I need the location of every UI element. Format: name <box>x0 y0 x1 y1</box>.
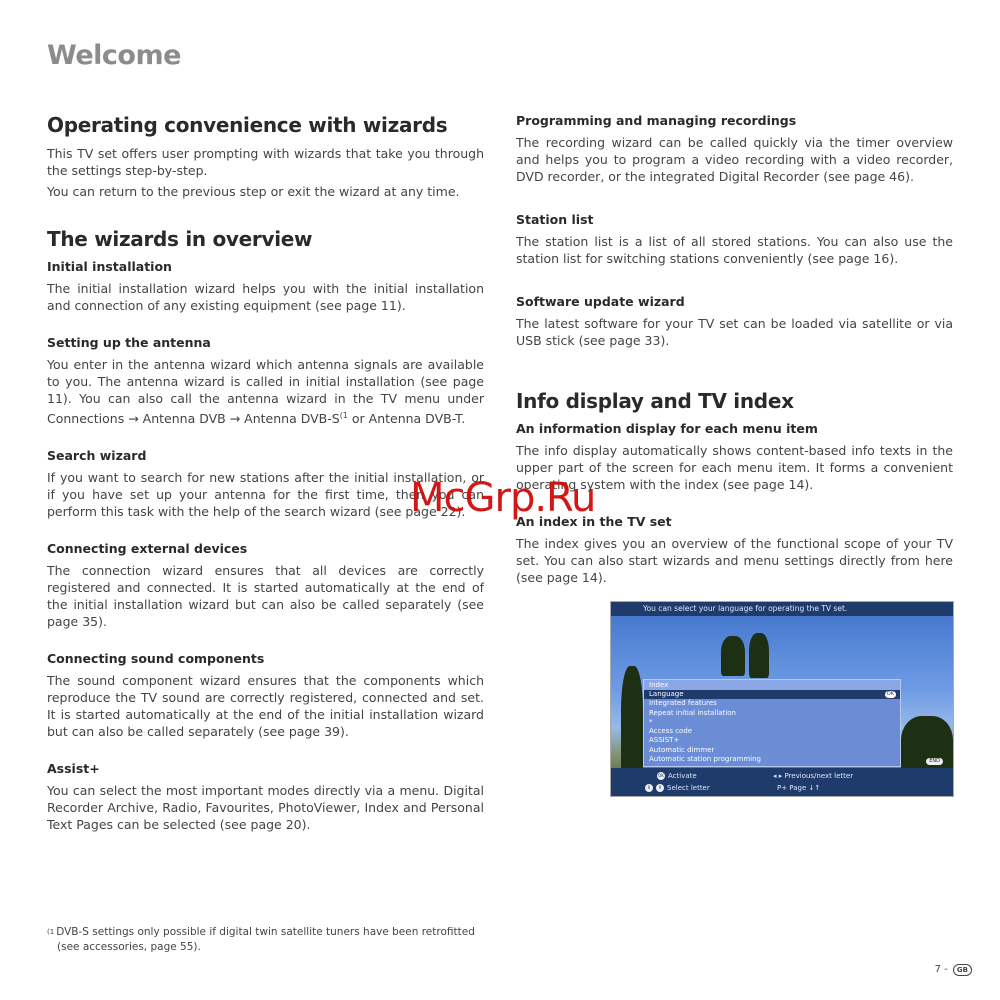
recordings-section <box>516 113 953 185</box>
prev-next-hint: ◂ ▸ Previous/next letter <box>773 772 854 780</box>
recordings-title: Programming and managing recordings <box>516 113 797 128</box>
assist-section <box>47 761 484 833</box>
software-update-title: Software update wizard <box>516 294 685 309</box>
station-list-text: The station list is a list of all stored stations. You can also use the station list for switching stations conveniently (see page 16). <box>516 234 953 266</box>
footnote-ref: (1 <box>339 411 348 420</box>
page-hint: P+ Page ↓↑ <box>777 784 821 792</box>
tv-menu-item[interactable]: ASSIST+ <box>649 736 680 745</box>
end-key-icon: END <box>926 758 943 765</box>
initial-installation-title: Initial installation <box>47 259 172 274</box>
digit-key-icon: 0 <box>645 784 653 792</box>
tv-menu-item[interactable]: Access code <box>649 727 693 736</box>
page-title: Welcome <box>47 40 181 71</box>
tv-menu-item-language[interactable] <box>644 690 900 699</box>
footnote-line-1: DVB-S settings only possible if digital twin satellite tuners have been retrofitted <box>56 926 475 938</box>
software-update-text: The latest software for your TV set can be loaded via satellite or via USB stick (see page 33). <box>516 316 953 348</box>
tv-info-bar: You can select your language for operating the TV set. <box>611 602 953 616</box>
tree-illustration <box>901 716 953 776</box>
station-list-title: Station list <box>516 212 594 227</box>
sound-text: The sound component wizard ensures that the components which reproduce the TV sound are correctly registered, connected and set. It is started automatically at the end of the initial installation wizard but can also be called separately (see page 39). <box>47 673 484 740</box>
operating-paragraph-1: This TV set offers user prompting with wizards that take you through the settings step-by-step. <box>47 146 484 178</box>
info-display-text: The info display automatically shows content-based info texts in the upper part of the screen for each menu item. It forms a convenient operating system with the index (see page 14). <box>516 443 953 492</box>
recordings-text: The recording wizard can be called quickly via the timer overview and helps you to program a video recording with a video recorder, DVD recorder, or the integrated Digital Recorder (see page 46). <box>516 135 953 184</box>
assist-text: You can select the most important modes directly via a menu. Digital Recorder Archive, Radio, Favourites, PhotoViewer, Index and Personal Text Pages can be selected (see page 20). <box>47 783 484 833</box>
select-letter-label: Select letter <box>667 784 710 792</box>
search-text: If you want to search for new stations after the initial installation, or if you have set up your antenna for the first time, then you can perform this task with the help of the search wizard (see page 22). <box>47 470 484 520</box>
assist-title: Assist+ <box>47 761 100 777</box>
initial-installation-text: The initial installation wizard helps you with the initial installation and connection of any existing equipment (see page 11). <box>47 281 484 313</box>
ok-key-icon: OK <box>658 773 664 778</box>
footnote <box>47 925 487 955</box>
operating-paragraph-2: You can return to the previous step or exit the wizard at any time. <box>47 184 460 199</box>
gb-badge: GB <box>953 964 972 976</box>
operating-heading: Operating convenience with wizards <box>47 113 448 137</box>
sound-title: Connecting sound components <box>47 651 265 667</box>
tree-illustration <box>749 633 769 678</box>
tv-menu-item[interactable]: Automatic station programming <box>649 755 761 764</box>
antenna-section <box>47 335 484 427</box>
overview-heading: The wizards in overview <box>47 227 313 251</box>
tv-menu-item[interactable]: Automatic dimmer <box>649 745 715 754</box>
antenna-title: Setting up the antenna <box>47 335 211 350</box>
tree-illustration <box>621 666 643 776</box>
select-letter-hint <box>645 783 710 793</box>
tv-index-title: An index in the TV set <box>516 514 672 529</box>
page-number <box>935 964 972 976</box>
tv-menu-title: Index <box>644 680 900 690</box>
station-list-section <box>516 212 953 267</box>
footnote-line-2: (see accessories, page 55). <box>57 941 201 953</box>
info-display-title: An information display for each menu item <box>516 421 818 436</box>
tv-index-section <box>516 514 953 586</box>
watermark: McGrp.Ru <box>410 475 596 521</box>
page-number-text: 7 - <box>934 964 948 975</box>
tv-menu-item-label: Language <box>649 690 684 698</box>
tv-screenshot <box>610 601 954 797</box>
info-heading: Info display and TV index <box>516 389 794 413</box>
activate-hint <box>657 771 697 781</box>
digit-key-icon: 9 <box>656 784 664 792</box>
ok-key-icon: OK <box>886 691 894 697</box>
tv-menu-item[interactable]: Integrated features <box>649 699 717 708</box>
antenna-text-a: You enter in the antenna wizard which antenna signals are available to you. The antenna wizard is called in initial installation (see page 11). You can also call the antenna wizard in the TV menu under Connections → Antenna DVB → Antenna DVB-S <box>47 357 484 427</box>
antenna-text <box>47 356 484 427</box>
external-devices-title: Connecting external devices <box>47 541 248 557</box>
sound-section <box>47 651 484 740</box>
software-update-section <box>516 294 953 349</box>
initial-installation-section <box>47 259 484 314</box>
footnote-mark: (1 <box>47 928 55 936</box>
tv-menu-item[interactable]: * <box>649 717 653 726</box>
activate-label: Activate <box>668 772 697 780</box>
tv-menu-item[interactable]: Repeat initial installation <box>649 708 736 717</box>
tv-help-bar <box>611 768 953 796</box>
search-title: Search wizard <box>47 448 147 464</box>
tv-index-menu <box>643 679 901 767</box>
external-devices-section <box>47 541 484 630</box>
tv-index-text: The index gives you an overview of the functional scope of your TV set. You can also start wizards and menu settings directly from here (see page 14). <box>516 536 953 585</box>
tree-illustration <box>721 636 745 676</box>
antenna-text-b: or Antenna DVB-T. <box>347 411 466 427</box>
right-column <box>516 113 953 797</box>
external-devices-text: The connection wizard ensures that all devices are correctly registered and connected. It is started automatically at the end of the initial installation wizard but can also be called separately (see page 35). <box>47 563 484 630</box>
